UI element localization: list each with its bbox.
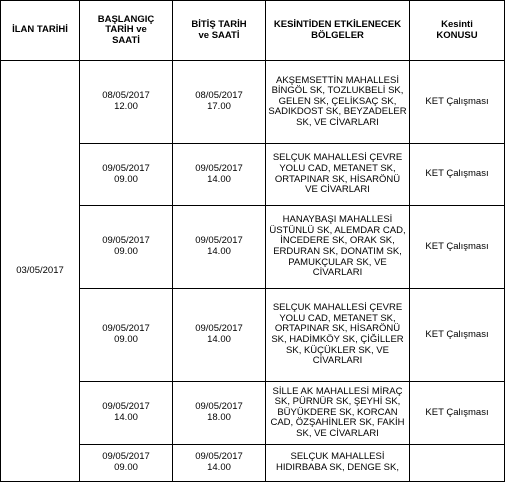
start-datetime-cell: [80, 382, 173, 445]
affected-regions-cell: SELÇUK MAHALLESİ HIDIRBABA SK, DENGE SK,: [266, 445, 410, 482]
header-announcement-date: İLAN TARİHİ: [1, 1, 80, 61]
end-date: 08/05/2017: [195, 90, 243, 102]
end-date: 09/05/2017: [195, 401, 243, 413]
start-date: 09/05/2017: [102, 162, 150, 174]
end-time: 17.00: [207, 101, 231, 112]
end-datetime-cell: [173, 206, 266, 289]
start-time: 09.00: [114, 173, 138, 185]
announcement-date-cell: 03/05/2017: [1, 61, 80, 482]
end-date: 09/05/2017: [195, 451, 243, 463]
outage-subject-cell: KET Çalışması: [410, 206, 505, 289]
header-end-datetime-text: BİTİŞ TARİH ve SAATİ: [191, 18, 247, 41]
outage-subject-cell: KET Çalışması: [410, 61, 505, 144]
outage-subject-cell: KET Çalışması: [410, 382, 505, 445]
end-time: 18.00: [207, 412, 231, 423]
header-affected-regions: [266, 1, 410, 61]
end-time: 14.00: [207, 334, 231, 345]
end-datetime-cell: [173, 382, 266, 445]
start-datetime-cell: [80, 206, 173, 289]
header-end-datetime: [173, 1, 266, 61]
affected-regions-cell: HANAYBAŞI MAHALLESİ ÜSTÜNLÜ SK, ALEMDAR CAD, İNCEDERE SK, ORAK SK, ERDURAN SK, DONATIM SK, PAMUKÇULAR SK, VE CİVARLARI: [266, 206, 410, 289]
header-outage-subject: [410, 1, 505, 61]
start-time: 14.00: [114, 412, 138, 423]
outage-subject-cell: [410, 445, 505, 482]
start-time: 09.00: [114, 246, 138, 257]
end-time: 14.00: [207, 173, 231, 185]
affected-regions-cell: SİLLE AK MAHALLESİ MİRAÇ SK, PÜRNÜR SK, ŞEYHİ SK, BÜYÜKDERE SK, KORCAN CAD, ÖZŞAHİNLER SK, FAKİH SK, VE CİVARLARI: [266, 382, 410, 445]
table-row: [1, 61, 505, 144]
header-start-datetime: [80, 1, 173, 61]
start-datetime-cell: [80, 61, 173, 144]
header-affected-regions-text: KESİNTİDEN ETKİLENECEK BÖLGELER: [273, 18, 402, 41]
outage-subject-cell: KET Çalışması: [410, 144, 505, 206]
end-datetime-cell: [173, 144, 266, 206]
start-time: 12.00: [114, 101, 138, 112]
header-outage-subject-text: Kesinti KONUSU: [436, 18, 478, 41]
start-date: 09/05/2017: [102, 235, 150, 247]
start-date: 08/05/2017: [102, 90, 150, 102]
end-date: 09/05/2017: [195, 162, 243, 174]
end-datetime-cell: [173, 445, 266, 482]
end-datetime-cell: [173, 289, 266, 382]
start-date: 09/05/2017: [102, 323, 150, 335]
end-date: 09/05/2017: [195, 235, 243, 247]
start-date: 09/05/2017: [102, 401, 150, 413]
end-datetime-cell: [173, 61, 266, 144]
header-row: [1, 1, 505, 61]
start-date: 09/05/2017: [102, 451, 150, 463]
start-time: 09.00: [114, 334, 138, 345]
affected-regions-cell: SELÇUK MAHALLESİ ÇEVRE YOLU CAD, METANET SK, ORTAPINAR SK, HİSARÖNÜ VE CİVARLARI: [266, 144, 410, 206]
outage-subject-cell: KET Çalışması: [410, 289, 505, 382]
start-datetime-cell: [80, 144, 173, 206]
end-time: 14.00: [207, 462, 231, 473]
end-date: 09/05/2017: [195, 323, 243, 335]
header-start-datetime-text: BAŞLANGIÇ TARİH ve SAATİ: [97, 13, 155, 46]
start-datetime-cell: [80, 289, 173, 382]
start-time: 09.00: [114, 462, 138, 473]
affected-regions-cell: SELÇUK MAHALLESİ ÇEVRE YOLU CAD, METANET SK, ORTAPINAR SK, HİSARÖNÜ SK, HADİMKÖY SK, ÇİĞİLLER SK, KÜÇÜKLER SK, VE CİVARLARI: [266, 289, 410, 382]
affected-regions-cell: AKŞEMSETTİN MAHALLESİ BİNGÖL SK, TOZLUKBELİ SK, GELEN SK, ÇELİKSAÇ SK, SADIKDOST SK, BEYZADELER SK, VE CİVARLARI: [266, 61, 410, 144]
start-datetime-cell: [80, 445, 173, 482]
end-time: 14.00: [207, 246, 231, 257]
